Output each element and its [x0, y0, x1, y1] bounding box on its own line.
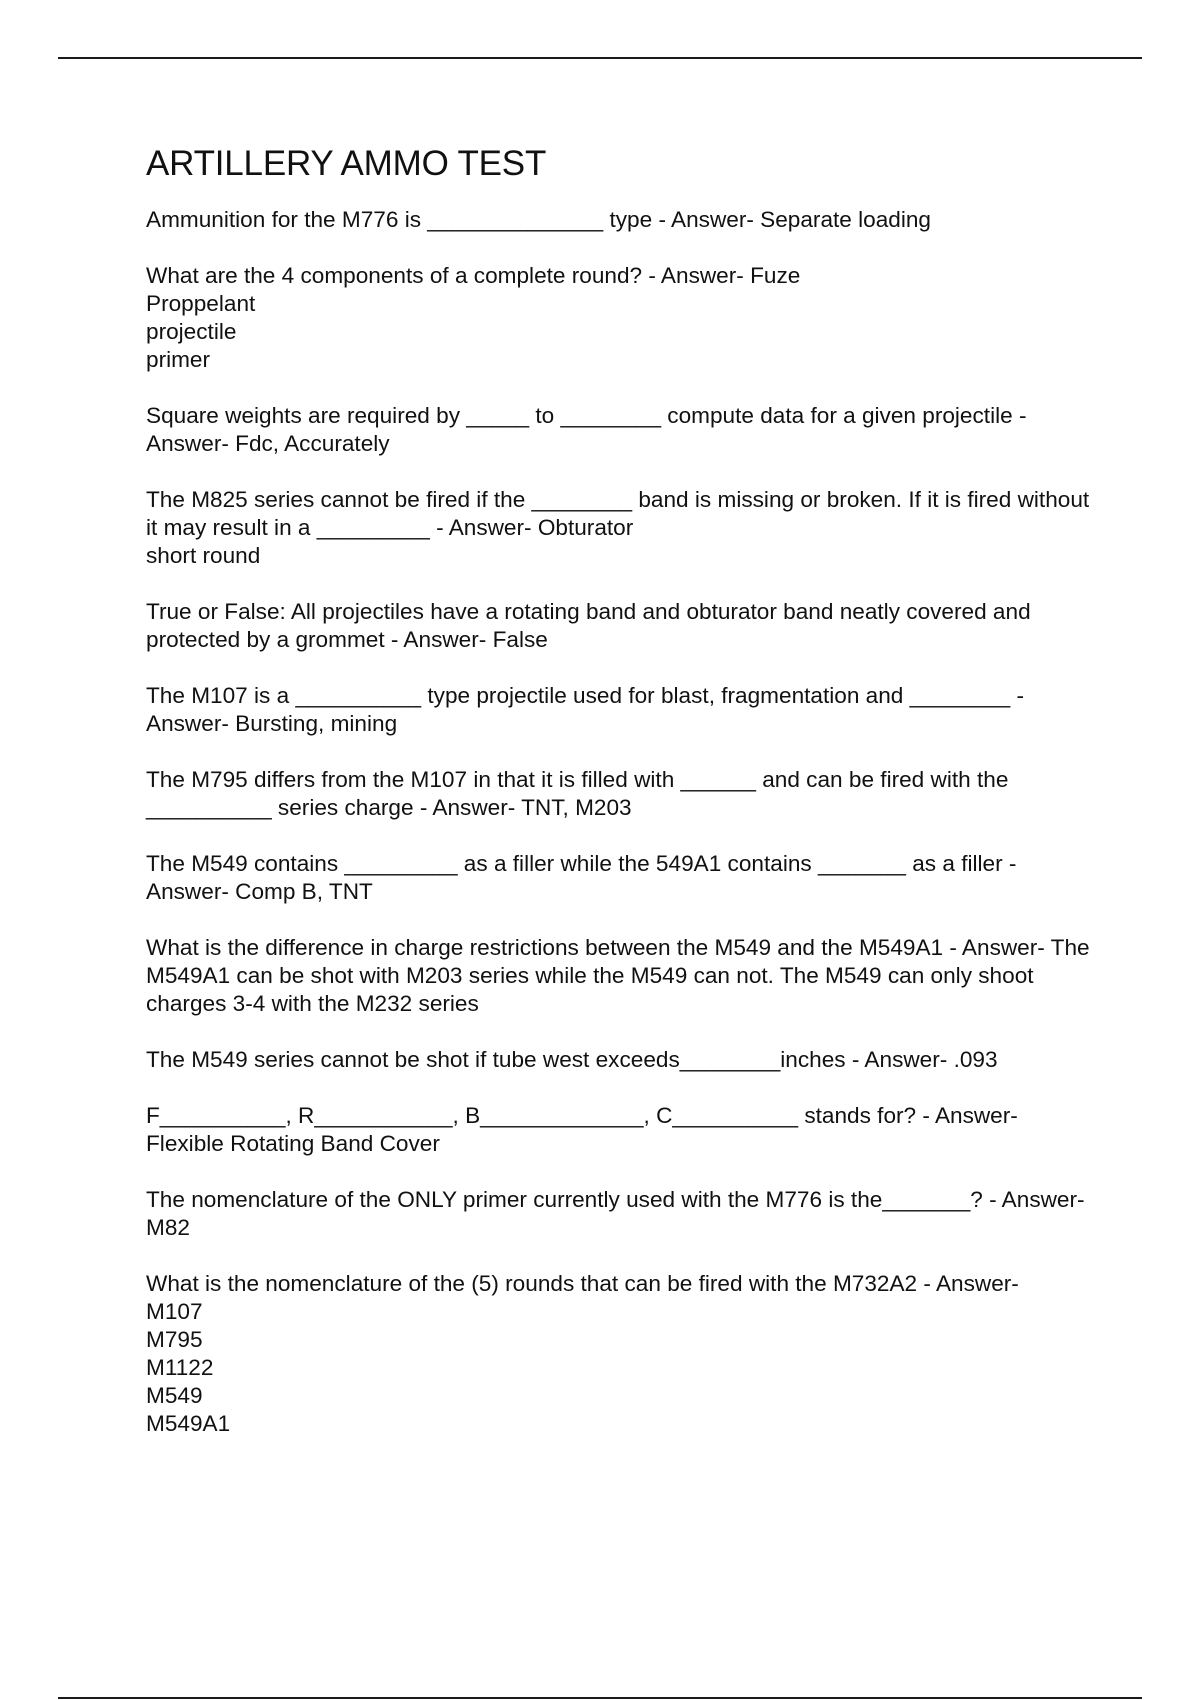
qa-entry-4: The M825 series cannot be fired if the ________ band is missing or broken. If it is fired without it may result in a _________ - Answer- Obturator short round [146, 487, 1090, 568]
qa-entry-3: Square weights are required by _____ to ________ compute data for a given projectile - Answer- Fdc, Accurately [146, 403, 1032, 456]
qa-entry-10: The M549 series cannot be shot if tube west exceeds________inches - Answer- .093 [146, 1047, 998, 1072]
qa-entry-6: The M107 is a __________ type projectile used for blast, fragmentation and ________ - Answer- Bursting, mining [146, 683, 1030, 736]
footer-rule [58, 1697, 1142, 1699]
qa-entry-9: What is the difference in charge restrictions between the M549 and the M549A1 - Answer- The M549A1 can be shot with M203 series while the M549 can not. The M549 can only shoot charges 3-4 with the M232 series [146, 935, 1096, 1016]
document-title: ARTILLERY AMMO TEST [146, 144, 547, 183]
qa-entry-2: What are the 4 components of a complete round? - Answer- Fuze Proppelant projectile primer [146, 263, 801, 372]
qa-entry-5: True or False: All projectiles have a rotating band and obturator band neatly covered and protected by a grommet - Answer- False [146, 599, 1037, 652]
qa-entry-11: F__________, R___________, B_____________, C__________ stands for? - Answer- Flexible Rotating Band Cover [146, 1103, 1025, 1156]
qa-entry-1: Ammunition for the M776 is ______________ type - Answer- Separate loading [146, 207, 932, 232]
qa-entry-7: The M795 differs from the M107 in that it is filled with ______ and can be fired with the __________ series charge - Answer- TNT, M203 [146, 767, 1015, 820]
qa-entry-12: The nomenclature of the ONLY primer currently used with the M776 is the_______? - Answer- M82 [146, 1187, 1091, 1240]
header-rule [58, 57, 1142, 59]
qa-entry-13: What is the nomenclature of the (5) rounds that can be fired with the M732A2 - Answer- M107 M795 M1122 M549 M549A1 [146, 1271, 1019, 1436]
qa-entry-8: The M549 contains _________ as a filler while the 549A1 contains _______ as a filler - Answer- Comp B, TNT [146, 851, 1022, 904]
document-body [146, 140, 1096, 1466]
